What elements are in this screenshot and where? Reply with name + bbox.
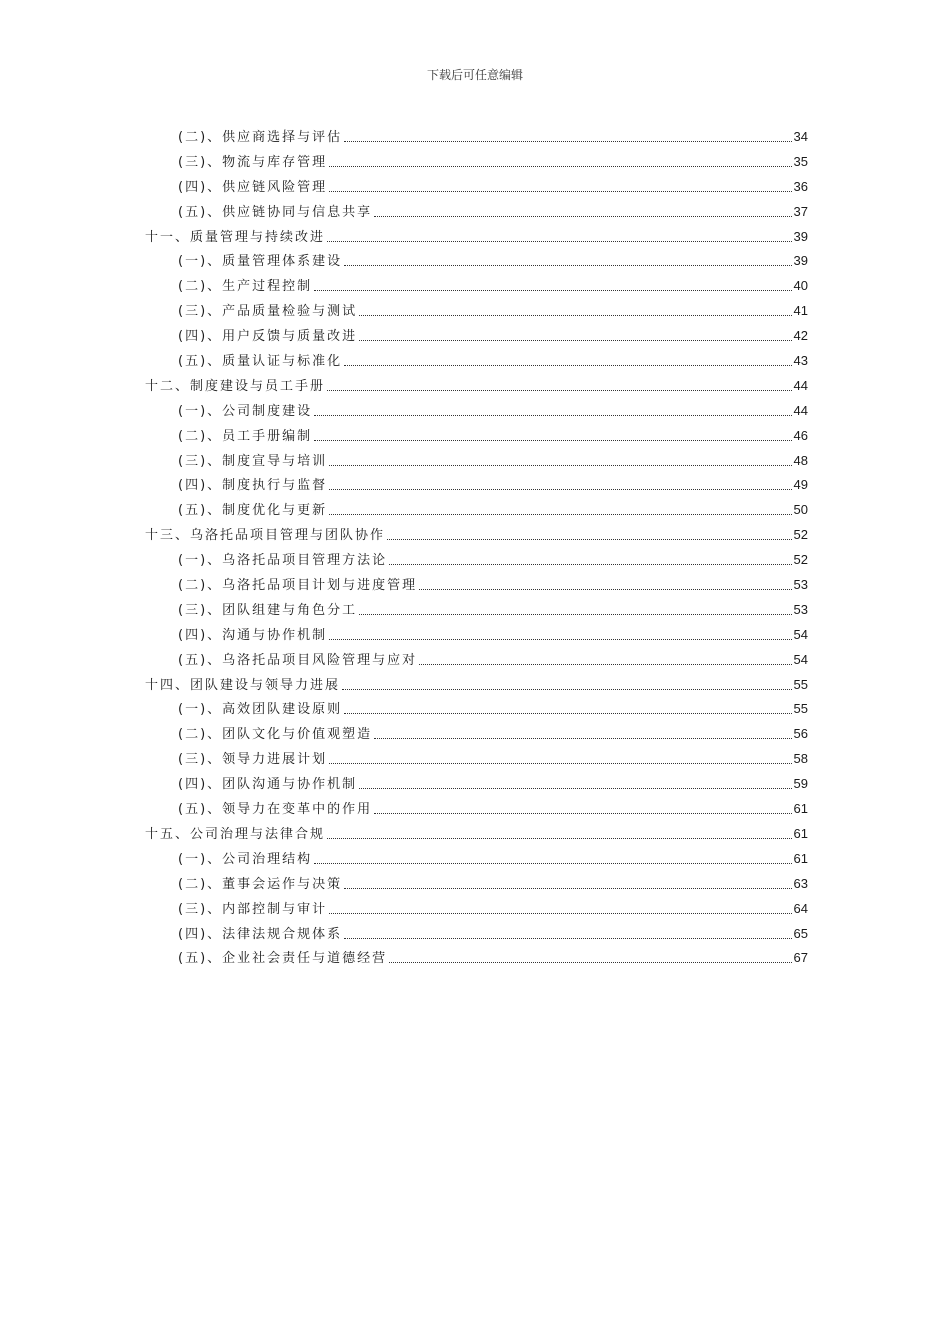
toc-dot-leader <box>344 922 791 939</box>
toc-entry-title: (三)、领导力进展计划 <box>178 752 328 768</box>
toc-entry-title: (一)、质量管理体系建设 <box>178 254 343 270</box>
toc-entry-title: (二)、乌洛托品项目计划与进度管理 <box>178 578 418 594</box>
toc-section-entry[interactable] <box>145 449 808 474</box>
toc-section-entry[interactable] <box>145 573 808 598</box>
toc-dot-leader <box>329 449 791 466</box>
toc-entry-title: 十四、团队建设与领导力进展 <box>145 677 341 693</box>
toc-entry-title: (三)、内部控制与审计 <box>178 901 328 917</box>
toc-entry-title: (五)、领导力在变革中的作用 <box>178 802 373 818</box>
toc-page-number: 61 <box>793 801 808 817</box>
toc-section-entry[interactable] <box>145 897 808 922</box>
toc-page-number: 53 <box>793 577 808 593</box>
toc-dot-leader <box>359 299 791 316</box>
toc-page-number: 55 <box>793 676 808 692</box>
toc-page-number: 50 <box>793 502 808 518</box>
toc-dot-leader <box>374 200 791 217</box>
toc-page-number: 35 <box>793 153 808 169</box>
toc-entry-title: (五)、供应链协同与信息共享 <box>178 204 373 220</box>
table-of-contents <box>145 125 808 971</box>
toc-dot-leader <box>327 225 792 242</box>
toc-section-entry[interactable] <box>145 424 808 449</box>
toc-dot-leader <box>314 847 791 864</box>
toc-entry-title: 十一、质量管理与持续改进 <box>145 229 326 245</box>
toc-dot-leader <box>389 946 791 963</box>
toc-section-entry[interactable] <box>145 648 808 673</box>
toc-chapter-entry[interactable] <box>145 822 808 847</box>
toc-entry-title: (三)、团队组建与角色分工 <box>178 602 358 618</box>
toc-page-number: 43 <box>793 353 808 369</box>
toc-entry-title: (四)、法律法规合规体系 <box>178 926 343 942</box>
toc-entry-title: (二)、团队文化与价值观塑造 <box>178 727 373 743</box>
toc-dot-leader <box>344 249 791 266</box>
toc-dot-leader <box>329 175 791 192</box>
toc-dot-leader <box>327 822 792 839</box>
toc-entry-title: 十三、乌洛托品项目管理与团队协作 <box>145 528 386 544</box>
toc-page-number: 49 <box>793 477 808 493</box>
toc-page-number: 54 <box>793 626 808 642</box>
toc-page-number: 61 <box>793 850 808 866</box>
toc-chapter-entry[interactable] <box>145 374 808 399</box>
toc-dot-leader <box>327 374 792 391</box>
toc-page-number: 56 <box>793 726 808 742</box>
toc-page-number: 59 <box>793 776 808 792</box>
toc-section-entry[interactable] <box>145 946 808 971</box>
toc-entry-title: (二)、供应商选择与评估 <box>178 130 343 145</box>
toc-page-number: 67 <box>793 950 808 966</box>
toc-section-entry[interactable] <box>145 747 808 772</box>
toc-dot-leader <box>329 897 791 914</box>
toc-section-entry[interactable] <box>145 399 808 424</box>
toc-page-number: 63 <box>793 875 808 891</box>
toc-chapter-entry[interactable] <box>145 673 808 698</box>
toc-dot-leader <box>314 424 791 441</box>
toc-entry-title: (五)、制度优化与更新 <box>178 503 328 519</box>
toc-dot-leader <box>359 772 791 789</box>
toc-page-number: 54 <box>793 651 808 667</box>
toc-page-number: 39 <box>793 228 808 244</box>
toc-dot-leader <box>342 673 792 690</box>
toc-dot-leader <box>329 150 791 167</box>
toc-entry-title: 十二、制度建设与员工手册 <box>145 378 326 394</box>
toc-entry-title: (四)、团队沟通与协作机制 <box>178 777 358 793</box>
toc-dot-leader <box>359 324 791 341</box>
toc-section-entry[interactable] <box>145 872 808 897</box>
toc-dot-leader <box>344 872 791 889</box>
toc-dot-leader <box>419 573 791 590</box>
toc-page-number: 37 <box>793 203 808 219</box>
toc-dot-leader <box>374 722 791 739</box>
toc-dot-leader <box>314 399 791 416</box>
toc-page-number: 61 <box>793 825 808 841</box>
toc-dot-leader <box>329 473 791 490</box>
toc-entry-title: (二)、员工手册编制 <box>178 428 313 444</box>
toc-entry-title: (一)、公司治理结构 <box>178 851 313 867</box>
toc-page-number: 52 <box>793 527 808 543</box>
toc-dot-leader <box>314 274 791 291</box>
toc-entry-title: (四)、沟通与协作机制 <box>178 627 328 643</box>
toc-section-entry[interactable] <box>145 697 808 722</box>
toc-dot-leader <box>374 797 791 814</box>
toc-entry-title: (一)、乌洛托品项目管理方法论 <box>178 553 388 569</box>
toc-page-number: 44 <box>793 377 808 393</box>
toc-section-entry[interactable] <box>145 548 808 573</box>
toc-dot-leader <box>344 349 791 366</box>
toc-page-number: 46 <box>793 427 808 443</box>
toc-entry-title: (四)、用户反馈与质量改进 <box>178 329 358 345</box>
toc-section-entry[interactable] <box>145 274 808 299</box>
toc-section-entry[interactable] <box>145 200 808 225</box>
toc-dot-leader <box>419 648 791 665</box>
toc-dot-leader <box>344 697 791 714</box>
toc-section-entry[interactable] <box>145 922 808 947</box>
toc-section-entry[interactable] <box>145 125 808 150</box>
toc-page-number: 64 <box>793 900 808 916</box>
toc-page-number: 34 <box>793 129 808 144</box>
toc-chapter-entry[interactable] <box>145 225 808 250</box>
toc-page-number: 52 <box>793 552 808 568</box>
toc-section-entry[interactable] <box>145 249 808 274</box>
toc-entry-title: (五)、乌洛托品项目风险管理与应对 <box>178 652 418 668</box>
toc-dot-leader <box>329 747 791 764</box>
toc-entry-title: (四)、供应链风险管理 <box>178 179 328 195</box>
toc-page-number: 65 <box>793 925 808 941</box>
toc-section-entry[interactable] <box>145 847 808 872</box>
toc-chapter-entry[interactable] <box>145 523 808 548</box>
toc-page-number: 48 <box>793 452 808 468</box>
toc-page-number: 55 <box>793 701 808 717</box>
toc-section-entry[interactable] <box>145 722 808 747</box>
toc-entry-title: 十五、公司治理与法律合规 <box>145 826 326 842</box>
toc-section-entry[interactable] <box>145 772 808 797</box>
toc-entry-title: (三)、物流与库存管理 <box>178 154 328 170</box>
toc-entry-title: (三)、产品质量检验与测试 <box>178 304 358 320</box>
toc-section-entry[interactable] <box>145 150 808 175</box>
toc-section-entry[interactable] <box>145 299 808 324</box>
toc-entry-title: (二)、董事会运作与决策 <box>178 876 343 892</box>
toc-section-entry[interactable] <box>145 797 808 822</box>
toc-dot-leader <box>329 623 791 640</box>
toc-entry-title: (一)、高效团队建设原则 <box>178 702 343 718</box>
toc-dot-leader <box>329 498 791 515</box>
toc-entry-title: (一)、公司制度建设 <box>178 403 313 419</box>
toc-page-number: 44 <box>793 402 808 418</box>
toc-page-number: 58 <box>793 751 808 767</box>
toc-page-number: 41 <box>793 303 808 319</box>
toc-dot-leader <box>387 523 792 540</box>
toc-section-entry[interactable] <box>145 324 808 349</box>
page-header: 下载后可任意编辑 <box>426 68 523 82</box>
toc-dot-leader <box>359 598 791 615</box>
toc-section-entry[interactable] <box>145 598 808 623</box>
toc-entry-title: (二)、生产过程控制 <box>178 279 313 295</box>
toc-section-entry[interactable] <box>145 623 808 648</box>
toc-section-entry[interactable] <box>145 473 808 498</box>
toc-page-number: 53 <box>793 601 808 617</box>
toc-entry-title: (四)、制度执行与监督 <box>178 478 328 494</box>
toc-page-number: 42 <box>793 328 808 344</box>
toc-page-number: 40 <box>793 278 808 294</box>
toc-entry-title: (三)、制度宣导与培训 <box>178 453 328 469</box>
toc-page-number: 39 <box>793 253 808 269</box>
toc-page-number: 36 <box>793 178 808 194</box>
toc-section-entry[interactable] <box>145 498 808 523</box>
toc-dot-leader <box>389 548 791 565</box>
toc-section-entry[interactable] <box>145 349 808 374</box>
toc-section-entry[interactable] <box>145 175 808 200</box>
toc-dot-leader <box>344 125 791 142</box>
toc-entry-title: (五)、质量认证与标准化 <box>178 354 343 370</box>
toc-entry-title: (五)、企业社会责任与道德经营 <box>178 951 388 967</box>
